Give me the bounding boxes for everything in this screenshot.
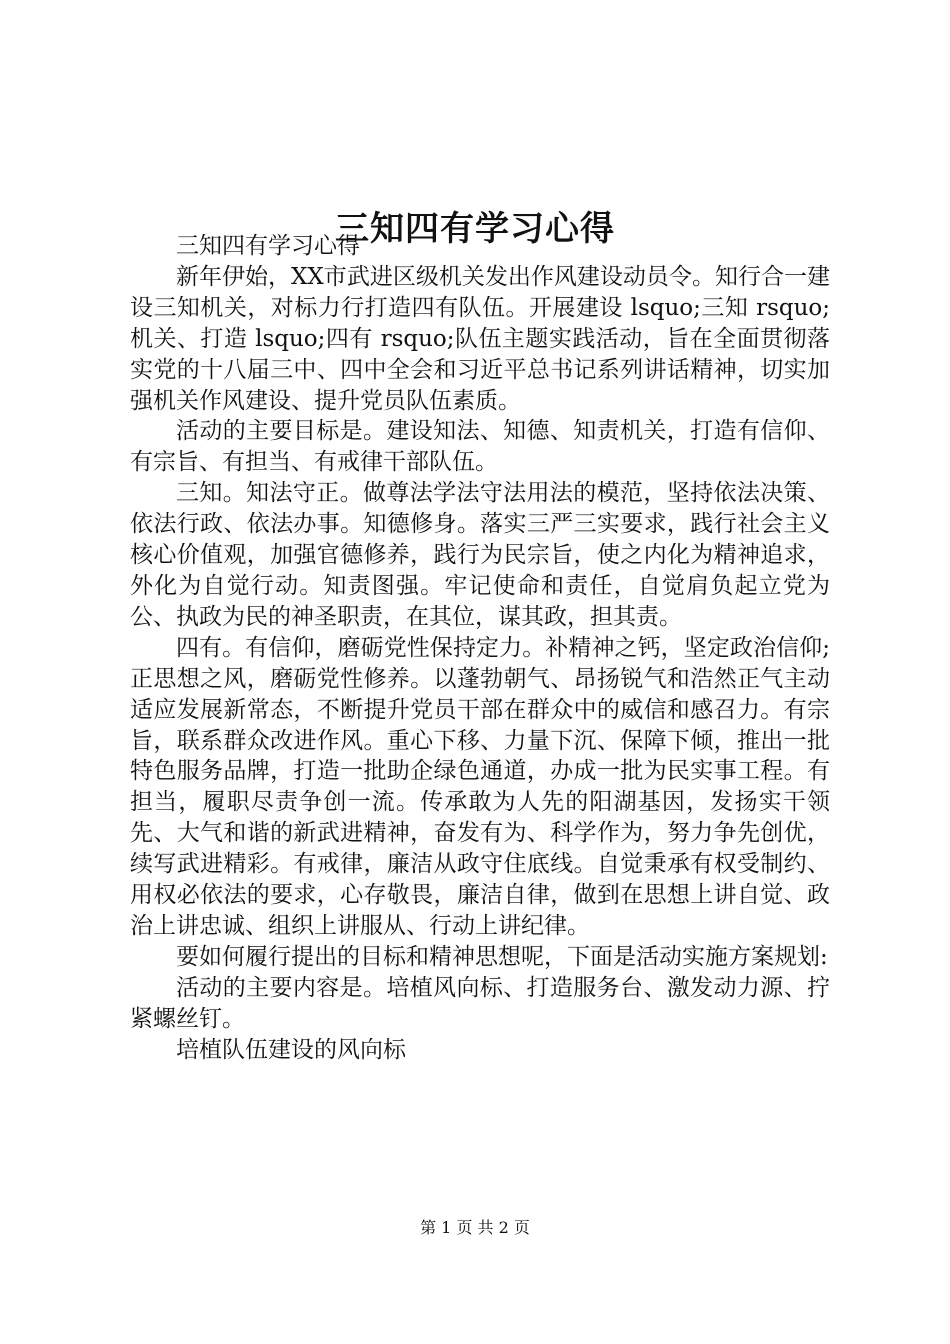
document-body xyxy=(130,231,830,1065)
paragraph-main-content: 活动的主要内容是。培植风向标、打造服务台、激发动力源、拧紧螺丝钉。 xyxy=(130,974,830,1032)
paragraph-intro: 新年伊始，XX市武进区级机关发出作风建设动员令。知行合一建设三知机关，对标力行打造四有队伍。开展建设 lsquo;三知 rsquo;机关、打造 lsquo;四有 rsquo;队伍主题实践活动，旨在全面贯彻落实党的十八届三中、四中全会和习近平总书记系列讲话精神，切实加强机关作风建设、提升党员队伍素质。 xyxy=(130,263,830,414)
page-number-footer: 第 1 页 共 2 页 xyxy=(420,1218,530,1237)
document-title: 三知四有学习心得 xyxy=(335,208,615,249)
paragraph-plan-intro: 要如何履行提出的目标和精神思想呢，下面是活动实施方案规划: xyxy=(176,943,828,970)
paragraph-goals: 活动的主要目标是。建设知法、知德、知责机关，打造有信仰、有宗旨、有担当、有戒律干部队伍。 xyxy=(130,418,830,476)
paragraph-four-haves: 四有。有信仰，磨砺党性保持定力。补精神之钙，坚定政治信仰;正思想之风，磨砺党性修养。以蓬勃朝气、昂扬锐气和浩然正气主动适应发展新常态，不断提升党员干部在群众中的威信和感召力。有宗旨，联系群众改进作风。重心下移、力量下沉、保障下倾，推出一批特色服务品牌，打造一批助企绿色通道，办成一批为民实事工程。有担当，履职尽责争创一流。传承敢为人先的阳湖基因，发扬实干领先、大气和谐的新武进精神，奋发有为、科学作为，努力争先创优，续写武进精彩。有戒律，廉洁从政守住底线。自觉秉承有权受制约、用权必依法的要求，心存敬畏，廉洁自律，做到在思想上讲自觉、政治上讲忠诚、组织上讲服从、行动上讲纪律。 xyxy=(130,634,830,939)
paragraph-section-heading: 培植队伍建设的风向标 xyxy=(176,1036,406,1063)
paragraph-subtitle: 三知四有学习心得 xyxy=(176,233,360,259)
paragraph-three-knows: 三知。知法守正。做尊法学法守法用法的模范，坚持依法决策、依法行政、依法办事。知德修身。落实三严三实要求，践行社会主义核心价值观，加强官德修养，践行为民宗旨，使之内化为精神追求，外化为自觉行动。知责图强。牢记使命和责任，自觉肩负起立党为公、执政为民的神圣职责，在其位，谋其政，担其责。 xyxy=(130,480,830,630)
